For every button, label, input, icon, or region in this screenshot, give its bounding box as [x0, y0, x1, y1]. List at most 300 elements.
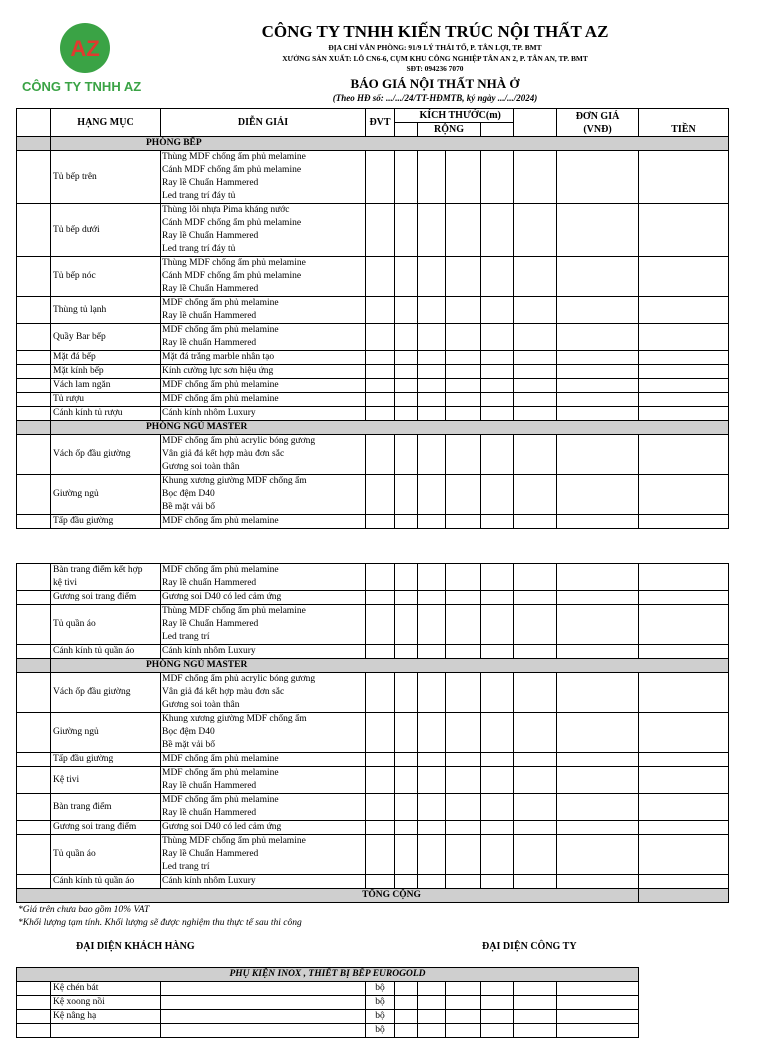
- value-cell: [514, 861, 557, 875]
- item-row: [17, 475, 729, 489]
- value-cell: [366, 794, 395, 808]
- item-index-cell: [17, 861, 51, 875]
- value-cell: [366, 190, 395, 204]
- value-cell: [418, 996, 446, 1010]
- value-cell: [481, 475, 514, 489]
- value-cell: [639, 848, 729, 861]
- value-cell: [514, 283, 557, 297]
- value-cell: [418, 631, 446, 645]
- value-cell: [557, 577, 639, 591]
- item-index-cell: [17, 753, 51, 767]
- value-cell: [481, 151, 514, 165]
- value-cell: [366, 243, 395, 257]
- value-cell: [639, 515, 729, 529]
- item-description: Ray lề chuẩn Hammered: [161, 577, 366, 591]
- item-name: Cánh kính tủ quần áo: [51, 645, 161, 659]
- item-row: [17, 435, 729, 449]
- phone-number: SĐT: 094236 7070: [406, 64, 464, 73]
- value-cell: [418, 351, 446, 365]
- value-cell: [639, 379, 729, 393]
- logo-caption: CÔNG TY TNHH AZ: [22, 79, 142, 94]
- col-item-header: HẠNG MỤC: [51, 109, 161, 137]
- value-cell: [446, 297, 481, 311]
- item-index-cell: [17, 726, 51, 739]
- item-row: [17, 605, 729, 619]
- value-cell: [481, 673, 514, 687]
- value-cell: [514, 515, 557, 529]
- item-row: [17, 297, 729, 311]
- col-amount-header: TIỀN: [639, 109, 729, 137]
- item-description: Cánh kính nhôm Luxury: [161, 645, 366, 659]
- value-cell: [557, 164, 639, 177]
- value-cell: [514, 807, 557, 821]
- value-cell: [557, 875, 639, 889]
- item-description: Gương soi D40 có led cảm ứng: [161, 591, 366, 605]
- item-description: Khung xương giường MDF chống ẩm: [161, 713, 366, 727]
- value-cell: [514, 982, 557, 996]
- value-cell: [446, 577, 481, 591]
- value-cell: [481, 324, 514, 338]
- value-cell: [557, 379, 639, 393]
- item-name-line: Bàn trang điểm kết hợp: [53, 565, 143, 575]
- value-cell: [557, 631, 639, 645]
- item-index-cell: [17, 164, 51, 177]
- value-cell: [481, 996, 514, 1010]
- value-cell: [366, 488, 395, 501]
- item-name: Vách ốp đầu giường: [51, 435, 161, 475]
- value-cell: [446, 177, 481, 190]
- value-cell: [446, 448, 481, 461]
- value-cell: [446, 794, 481, 808]
- value-cell: [418, 821, 446, 835]
- value-cell: [514, 618, 557, 631]
- item-description: Ray lề chuẩn Hammered: [161, 310, 366, 324]
- value-cell: [418, 618, 446, 631]
- accessory-unit: bộ: [366, 996, 395, 1010]
- value-cell: [639, 217, 729, 230]
- value-cell: [639, 767, 729, 781]
- value-cell: [395, 699, 418, 713]
- value-cell: [418, 488, 446, 501]
- value-cell: [557, 324, 639, 338]
- value-cell: [418, 448, 446, 461]
- value-cell: [557, 807, 639, 821]
- value-cell: [418, 257, 446, 271]
- accessory-row: [17, 982, 639, 996]
- item-row: [17, 407, 729, 421]
- value-cell: [446, 821, 481, 835]
- value-cell: [481, 807, 514, 821]
- item-index-cell: [17, 393, 51, 407]
- value-cell: [557, 475, 639, 489]
- value-cell: [557, 270, 639, 283]
- value-cell: [366, 767, 395, 781]
- value-cell: [366, 461, 395, 475]
- value-cell: [446, 726, 481, 739]
- value-cell: [418, 875, 446, 889]
- value-cell: [481, 365, 514, 379]
- value-cell: [481, 713, 514, 727]
- value-cell: [418, 673, 446, 687]
- value-cell: [639, 699, 729, 713]
- value-cell: [514, 739, 557, 753]
- value-cell: [418, 151, 446, 165]
- item-description: Mặt đá trắng marble nhân tạo: [161, 351, 366, 365]
- value-cell: [481, 448, 514, 461]
- item-index-cell: [17, 270, 51, 283]
- item-description: MDF chống ẩm phủ melamine: [161, 324, 366, 338]
- quotation-table-1: [16, 108, 729, 529]
- value-cell: [446, 618, 481, 631]
- value-cell: [446, 204, 481, 218]
- item-index-cell: [17, 875, 51, 889]
- item-index-cell: [17, 488, 51, 501]
- item-description: Ray lề Chuẩn Hammered: [161, 283, 366, 297]
- value-cell: [481, 1010, 514, 1024]
- item-description: MDF chống ẩm phủ melamine: [161, 393, 366, 407]
- value-cell: [514, 435, 557, 449]
- value-cell: [395, 488, 418, 501]
- value-cell: [418, 713, 446, 727]
- value-cell: [446, 270, 481, 283]
- value-cell: [395, 996, 418, 1010]
- value-cell: [514, 794, 557, 808]
- value-cell: [514, 726, 557, 739]
- item-name: Tủ quần áo: [51, 605, 161, 645]
- item-description: Khung xương giường MDF chống ẩm: [161, 475, 366, 489]
- accessory-name: Kệ nâng hạ: [51, 1010, 161, 1024]
- value-cell: [639, 861, 729, 875]
- value-cell: [481, 243, 514, 257]
- value-cell: [481, 310, 514, 324]
- value-cell: [514, 365, 557, 379]
- item-name-line: kệ tivi: [53, 578, 78, 588]
- value-cell: [514, 475, 557, 489]
- value-cell: [418, 577, 446, 591]
- document-title: BÁO GIÁ NỘI THẤT NHÀ Ở: [350, 76, 520, 91]
- accessory-unit: bộ: [366, 1010, 395, 1024]
- value-cell: [514, 767, 557, 781]
- col-unit-price-header: [557, 109, 639, 137]
- value-cell: [395, 475, 418, 489]
- value-cell: [395, 243, 418, 257]
- value-cell: [366, 515, 395, 529]
- value-cell: [366, 673, 395, 687]
- value-cell: [395, 257, 418, 271]
- value-cell: [446, 848, 481, 861]
- section-row: [17, 421, 729, 435]
- value-cell: [557, 204, 639, 218]
- value-cell: [395, 283, 418, 297]
- value-cell: [395, 807, 418, 821]
- value-cell: [446, 861, 481, 875]
- value-cell: [514, 631, 557, 645]
- value-cell: [395, 726, 418, 739]
- value-cell: [639, 297, 729, 311]
- value-cell: [446, 365, 481, 379]
- value-cell: [557, 283, 639, 297]
- value-cell: [366, 230, 395, 243]
- value-cell: [446, 488, 481, 501]
- value-cell: [418, 767, 446, 781]
- item-row: [17, 794, 729, 808]
- value-cell: [557, 461, 639, 475]
- item-row: [17, 515, 729, 529]
- item-index-cell: [17, 217, 51, 230]
- value-cell: [446, 673, 481, 687]
- value-cell: [639, 365, 729, 379]
- item-name: Cánh kính tủ quần áo: [51, 875, 161, 889]
- value-cell: [639, 488, 729, 501]
- value-cell: [557, 190, 639, 204]
- value-cell: [418, 861, 446, 875]
- value-cell: [639, 673, 729, 687]
- value-cell: [514, 407, 557, 421]
- value-cell: [446, 645, 481, 659]
- value-cell: [481, 351, 514, 365]
- item-index-cell: [17, 230, 51, 243]
- value-cell: [446, 982, 481, 996]
- value-cell: [418, 243, 446, 257]
- item-name: Giường ngủ: [51, 475, 161, 515]
- value-cell: [481, 861, 514, 875]
- value-cell: [446, 875, 481, 889]
- value-cell: [366, 310, 395, 324]
- value-cell: [446, 351, 481, 365]
- item-description: Thùng MDF chống ẩm phủ melamine: [161, 605, 366, 619]
- value-cell: [418, 204, 446, 218]
- item-row: [17, 767, 729, 781]
- item-description: Thùng lõi nhựa Pima kháng nước: [161, 204, 366, 218]
- value-cell: [639, 564, 729, 578]
- customer-signature-label: ĐẠI DIỆN KHÁCH HÀNG: [76, 941, 195, 952]
- value-cell: [514, 673, 557, 687]
- value-cell: [446, 605, 481, 619]
- value-cell: [514, 243, 557, 257]
- item-index-cell: [17, 501, 51, 515]
- value-cell: [481, 739, 514, 753]
- value-cell: [395, 861, 418, 875]
- value-cell: [366, 713, 395, 727]
- item-name: Mặt đá bếp: [51, 351, 161, 365]
- value-cell: [418, 310, 446, 324]
- value-cell: [366, 435, 395, 449]
- value-cell: [446, 631, 481, 645]
- section-left-cell: [17, 421, 51, 435]
- value-cell: [514, 297, 557, 311]
- accessory-row: [17, 1024, 639, 1038]
- value-cell: [366, 807, 395, 821]
- value-cell: [557, 861, 639, 875]
- value-cell: [366, 448, 395, 461]
- value-cell: [514, 151, 557, 165]
- value-cell: [639, 324, 729, 338]
- value-cell: [366, 365, 395, 379]
- value-cell: [639, 190, 729, 204]
- value-cell: [395, 848, 418, 861]
- accessory-unit: bộ: [366, 982, 395, 996]
- item-index-cell: [17, 564, 51, 578]
- value-cell: [557, 848, 639, 861]
- item-name: Gương soi trang điểm: [51, 821, 161, 835]
- total-label: TỔNG CỘNG: [17, 889, 639, 903]
- value-cell: [366, 875, 395, 889]
- item-index-cell: [17, 177, 51, 190]
- value-cell: [418, 780, 446, 794]
- value-cell: [395, 713, 418, 727]
- item-name: Tủ bếp nóc: [51, 257, 161, 297]
- item-description: Cánh kính nhôm Luxury: [161, 407, 366, 421]
- value-cell: [557, 780, 639, 794]
- item-name: Tấp đầu giường: [51, 515, 161, 529]
- value-cell: [514, 217, 557, 230]
- value-cell: [639, 780, 729, 794]
- value-cell: [366, 577, 395, 591]
- value-cell: [418, 393, 446, 407]
- value-cell: [418, 1024, 446, 1038]
- value-cell: [481, 164, 514, 177]
- accessories-title: PHỤ KIỆN INOX , THIẾT BỊ BẾP EUROGOLD: [17, 968, 639, 982]
- value-cell: [446, 996, 481, 1010]
- value-cell: [557, 591, 639, 605]
- value-cell: [418, 982, 446, 996]
- item-index-cell: [17, 645, 51, 659]
- item-description: MDF chống ẩm phủ acrylic bóng gương: [161, 435, 366, 449]
- value-cell: [418, 475, 446, 489]
- value-cell: [366, 297, 395, 311]
- value-cell: [514, 835, 557, 849]
- col-unit-header: ĐVT: [366, 109, 395, 137]
- value-cell: [514, 230, 557, 243]
- value-cell: [395, 297, 418, 311]
- item-index-cell: [17, 631, 51, 645]
- value-cell: [481, 283, 514, 297]
- value-cell: [639, 204, 729, 218]
- value-cell: [395, 515, 418, 529]
- logo-mark: [58, 22, 116, 74]
- item-row: [17, 564, 729, 578]
- col-dimensions-header: KÍCH THƯỚC(m): [418, 109, 514, 123]
- value-cell: [639, 794, 729, 808]
- item-name: Bàn trang điểm: [51, 794, 161, 821]
- item-description: MDF chống ẩm phủ melamine: [161, 767, 366, 781]
- accessory-index-cell: [17, 1010, 51, 1024]
- value-cell: [481, 699, 514, 713]
- value-cell: [395, 780, 418, 794]
- value-cell: [395, 794, 418, 808]
- value-cell: [446, 283, 481, 297]
- item-index-cell: [17, 324, 51, 338]
- value-cell: [514, 645, 557, 659]
- value-cell: [395, 835, 418, 849]
- value-cell: [557, 645, 639, 659]
- value-cell: [418, 807, 446, 821]
- item-index-cell: [17, 713, 51, 727]
- item-index-cell: [17, 257, 51, 271]
- value-cell: [481, 848, 514, 861]
- value-cell: [418, 177, 446, 190]
- value-cell: [418, 297, 446, 311]
- item-name: Gương soi trang điểm: [51, 591, 161, 605]
- item-description: Led trang trí đáy tủ: [161, 243, 366, 257]
- value-cell: [446, 1024, 481, 1038]
- value-cell: [418, 283, 446, 297]
- value-cell: [514, 564, 557, 578]
- value-cell: [395, 1010, 418, 1024]
- value-cell: [446, 835, 481, 849]
- value-cell: [557, 297, 639, 311]
- value-cell: [557, 243, 639, 257]
- value-cell: [557, 699, 639, 713]
- value-cell: [639, 475, 729, 489]
- value-cell: [514, 177, 557, 190]
- value-cell: [639, 821, 729, 835]
- value-cell: [395, 1024, 418, 1038]
- value-cell: [557, 835, 639, 849]
- value-cell: [395, 324, 418, 338]
- value-cell: [481, 217, 514, 230]
- col-width-header: RỘNG: [418, 123, 481, 137]
- value-cell: [557, 739, 639, 753]
- accessory-index-cell: [17, 982, 51, 996]
- value-cell: [418, 435, 446, 449]
- value-cell: [481, 631, 514, 645]
- item-description: Thùng MDF chống ẩm phủ melamine: [161, 835, 366, 849]
- value-cell: [446, 393, 481, 407]
- item-description: MDF chống ẩm phủ melamine: [161, 753, 366, 767]
- value-cell: [557, 177, 639, 190]
- value-cell: [395, 591, 418, 605]
- accessory-name: [51, 1024, 161, 1038]
- item-row: [17, 324, 729, 338]
- value-cell: [557, 686, 639, 699]
- accessory-index-cell: [17, 996, 51, 1010]
- value-cell: [418, 461, 446, 475]
- item-row: [17, 821, 729, 835]
- item-row: [17, 753, 729, 767]
- value-cell: [395, 435, 418, 449]
- value-cell: [514, 448, 557, 461]
- value-cell: [366, 780, 395, 794]
- value-cell: [395, 605, 418, 619]
- value-cell: [395, 407, 418, 421]
- value-cell: [366, 393, 395, 407]
- item-index-cell: [17, 780, 51, 794]
- value-cell: [446, 713, 481, 727]
- value-cell: [514, 164, 557, 177]
- company-signature-label: ĐẠI DIỆN CÔNG TY: [482, 941, 577, 952]
- value-cell: [557, 257, 639, 271]
- value-cell: [446, 257, 481, 271]
- value-cell: [395, 190, 418, 204]
- item-row: [17, 713, 729, 727]
- value-cell: [446, 310, 481, 324]
- accessory-row: [17, 1010, 639, 1024]
- item-description: Bề mặt vải bố: [161, 501, 366, 515]
- value-cell: [395, 204, 418, 218]
- value-cell: [639, 177, 729, 190]
- value-cell: [395, 177, 418, 190]
- value-cell: [514, 753, 557, 767]
- value-cell: [366, 605, 395, 619]
- value-cell: [514, 337, 557, 351]
- item-row: [17, 257, 729, 271]
- value-cell: [557, 726, 639, 739]
- value-cell: [514, 605, 557, 619]
- item-description: Bọc đệm D40: [161, 488, 366, 501]
- section-left-cell: [17, 137, 51, 151]
- value-cell: [639, 151, 729, 165]
